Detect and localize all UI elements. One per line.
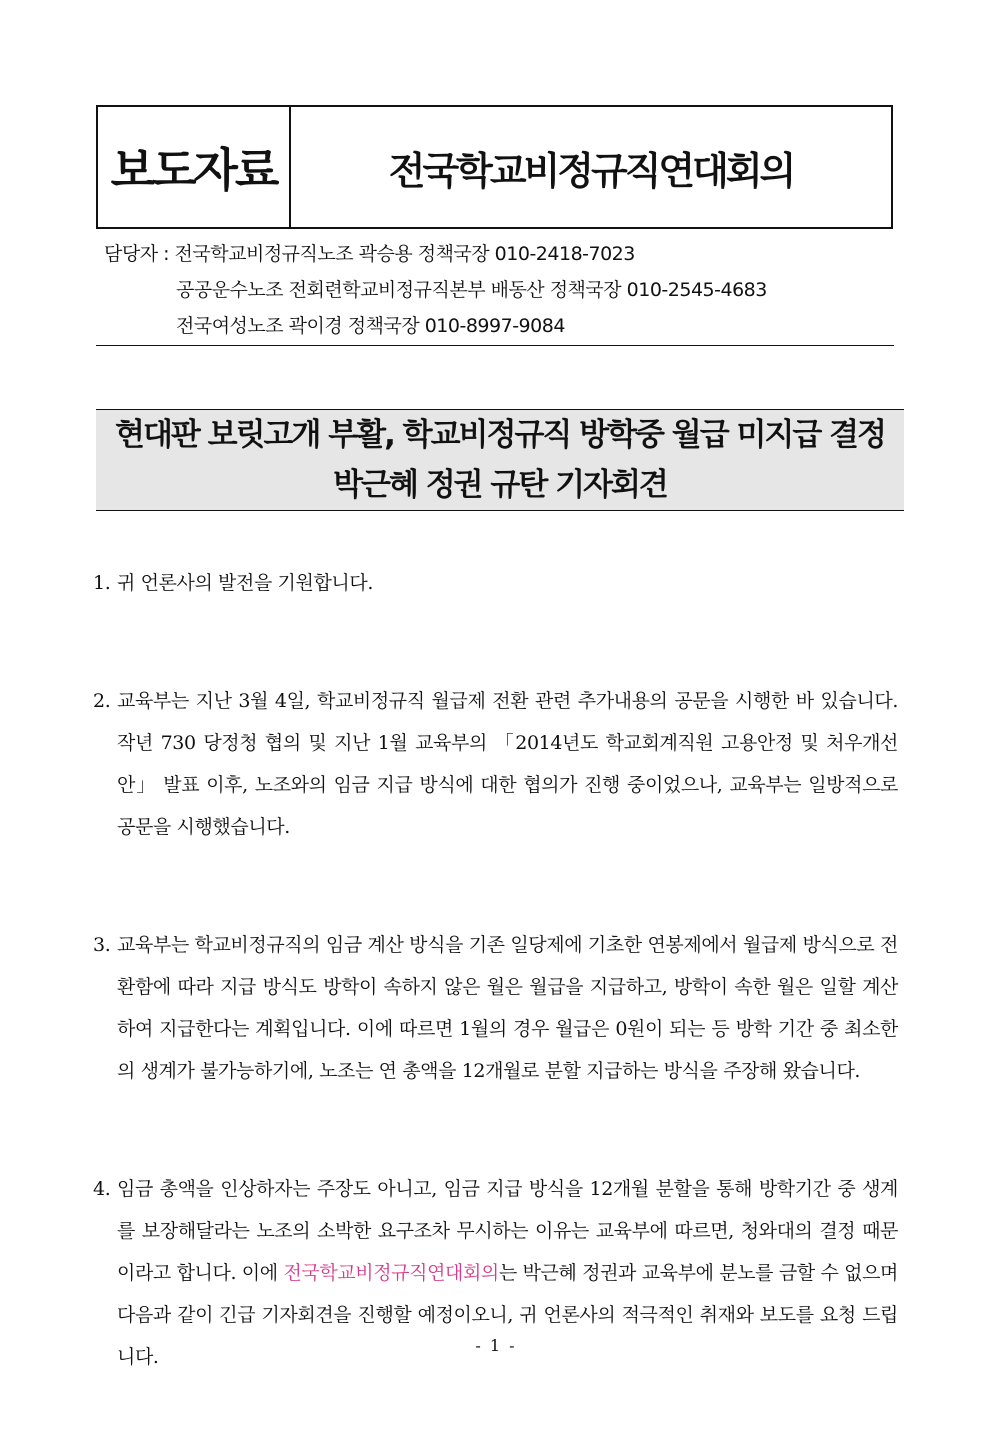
paragraph-number: 1. [93, 572, 111, 594]
paragraph-number: 2. [93, 690, 111, 712]
contact-list [104, 236, 894, 344]
press-release-label: 보도자료 [98, 107, 291, 227]
title-line-2: 박근혜 정권 규탄 기자회견 [333, 467, 667, 503]
body-text [93, 562, 898, 1454]
organization-name: 전국학교비정규직연대회의 [388, 148, 794, 193]
paragraph-text: 귀 언론사의 발전을 기원합니다. [117, 572, 373, 594]
title-line-1: 현대판 보릿고개 부활, 학교비정규직 방학중 월급 미지급 결정 [115, 417, 885, 453]
divider [96, 345, 894, 346]
paragraph-number: 4. [93, 1178, 111, 1200]
paragraph-text: 교육부는 학교비정규직의 임금 계산 방식을 기존 일당제에 기초한 연봉제에서 월급제 방식으로 전환함에 따라 지급 방식도 방학이 속하지 않은 월은 월급을 지급하고, 방학이 속한 월은 일할 계산하여 지급한다는 계획입니다. 이에 따르면 1월의 경우 월급은 0원이 되는 등 방학 기간 중 최소한의 생계가 불가능하기에, 노조는 연 총액을 12개월로 분할 지급하는 방식을 주장해 왔습니다. [117, 934, 898, 1082]
paragraph-text-end: 는 박근혜 정권과 교육부에 분노를 금할 수 없으며 다음과 같이 긴급 기자회견을 진행할 예정이오니, 귀 언론사의 적극적인 취재와 보도를 요청 드립니다. [117, 1262, 898, 1368]
page-number: - 1 - [475, 1336, 517, 1355]
paragraph-2 [93, 680, 898, 848]
contact-line: 담당자 : 전국학교비정규직노조 곽승용 정책국장 010-2418-7023 [104, 243, 635, 265]
paragraph-1 [93, 562, 898, 604]
paragraph-number: 3. [93, 934, 111, 956]
contact-line: 전국여성노조 곽이경 정책국장 010-8997-9084 [176, 315, 565, 337]
paragraph-3 [93, 924, 898, 1092]
press-release-header [96, 105, 893, 229]
highlighted-organization: 전국학교비정규직연대회의 [283, 1262, 499, 1284]
paragraph-text: 교육부는 지난 3월 4일, 학교비정규직 월급제 전환 관련 추가내용의 공문을 시행한 바 있습니다. 작년 730 당정청 협의 및 지난 1월 교육부의 「2014년도 학교회계직원 고용안정 및 처우개선안」 발표 이후, 노조와의 임금 지급 방식에 대한 협의가 진행 중이었으나, 교육부는 일방적으로 공문을 시행했습니다. [117, 690, 898, 838]
paragraph-text-start: 임금 총액을 인상하자는 주장도 아니고, 임금 지급 방식을 12개월 분할을 통해 방학기간 중 생계를 보장해달라는 노조의 소박한 요구조차 무시하는 이유는 교육부에 따르면, 청와대의 결정 때문이라고 합니다. 이에 [117, 1178, 898, 1284]
document-title [96, 409, 904, 511]
contact-line: 공공운수노조 전회련학교비정규직본부 배동산 정책국장 010-2545-4683 [176, 279, 767, 301]
